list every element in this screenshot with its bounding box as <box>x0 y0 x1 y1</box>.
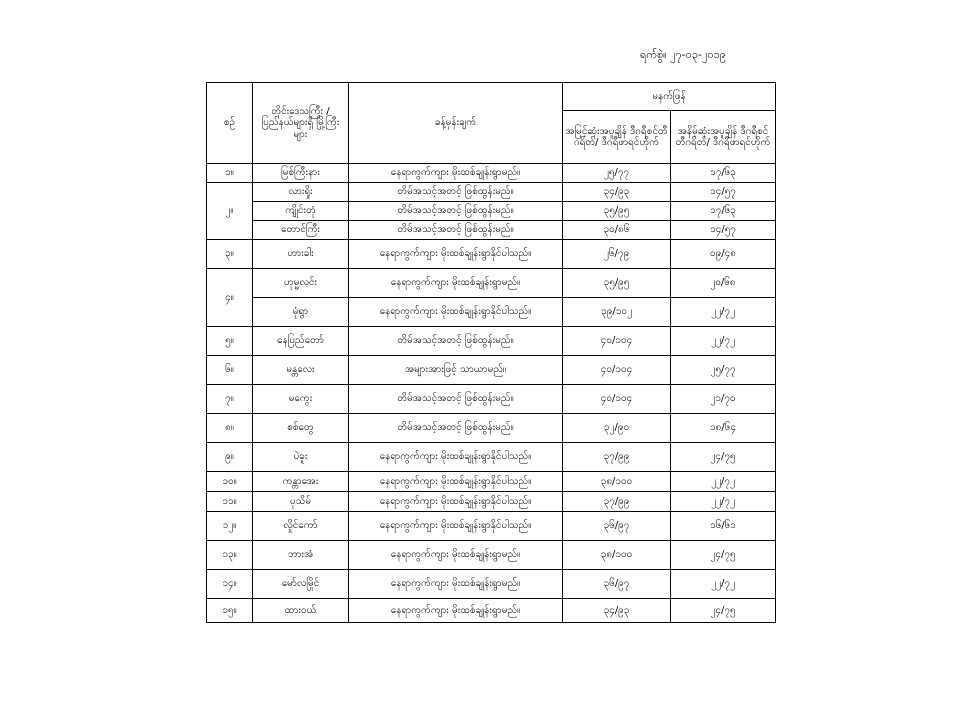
max-temp: ၃၆/၉၇ <box>563 512 671 541</box>
row-number: ၂။ <box>207 183 253 240</box>
city-name: နေပြည်တော် <box>253 327 349 356</box>
header-tomorrow: မနက်ဖြန် <box>563 83 776 111</box>
table-row <box>207 327 776 356</box>
row-number: ၅။ <box>207 327 253 356</box>
max-temp: ၃၉/၁၀၂ <box>563 298 671 327</box>
table-row <box>207 202 776 221</box>
max-temp: ၃၄/၉၃ <box>563 183 671 202</box>
row-number: ၉။ <box>207 443 253 472</box>
row-number: ၁။ <box>207 164 253 183</box>
max-temp: ၃၅/၉၅ <box>563 269 671 298</box>
table-row <box>207 512 776 541</box>
city-name: မကွေး <box>253 385 349 414</box>
max-temp: ၂၆/၇၉ <box>563 240 671 269</box>
min-temp: ၂၅/၇၇ <box>671 356 776 385</box>
table-row <box>207 570 776 599</box>
max-temp: ၃၂/၉၀ <box>563 414 671 443</box>
min-temp: ၂၀/၆၈ <box>671 269 776 298</box>
table-row <box>207 356 776 385</box>
table-row <box>207 164 776 183</box>
max-temp: ၄၀/၁၀၄ <box>563 327 671 356</box>
row-number: ၈။ <box>207 414 253 443</box>
city-name: မန္တလေး <box>253 356 349 385</box>
row-number: ၁၅။ <box>207 599 253 623</box>
forecast-text: နေရာကွက်ကျား မိုးထစ်ချုန်းရွာမည်။ <box>349 164 563 183</box>
min-temp: ၁၇/၆၃ <box>671 202 776 221</box>
table-row <box>207 492 776 512</box>
max-temp: ၃၈/၁၀၀ <box>563 541 671 570</box>
date-line: ရက်စွဲ။ ၂၇-၀၃-၂၀၁၉ <box>640 48 726 61</box>
header-no: စဉ် <box>207 83 253 164</box>
row-number: ၁၂။ <box>207 512 253 541</box>
header-city: တိုင်းဒေသကြီး / ပြည်နယ်များရှိ မြို့ကြီးများ <box>253 83 349 164</box>
min-temp: ၁၄/၅၇ <box>671 183 776 202</box>
table-row <box>207 183 776 202</box>
city-name: လားရှိုး <box>253 183 349 202</box>
forecast-text: နေရာကွက်ကျား မိုးထစ်ချုန်းရွာနိုင်ပါသည်။ <box>349 298 563 327</box>
min-temp: ၁၆/၆၁ <box>671 512 776 541</box>
forecast-text: နေရာကွက်ကျား မိုးထစ်ချုန်းရွာနိုင်ပါသည်။ <box>349 443 563 472</box>
table-row <box>207 443 776 472</box>
min-temp: ၁၄/၅၇ <box>671 221 776 240</box>
min-temp: ၁၇/၆၃ <box>671 164 776 183</box>
table-row <box>207 541 776 570</box>
city-name: ဟုမ္မလင်း <box>253 269 349 298</box>
city-name: မော်လမြိုင် <box>253 570 349 599</box>
row-number: ၇။ <box>207 385 253 414</box>
forecast-text: နေရာကွက်ကျား မိုးထစ်ချုန်းရွာမည်။ <box>349 541 563 570</box>
city-name: မြစ်ကြီးနား <box>253 164 349 183</box>
city-name: ဘားအံ <box>253 541 349 570</box>
forecast-text: တိမ်အသင့်အတင့် ဖြစ်ထွန်းမည်။ <box>349 385 563 414</box>
max-temp: ၄၀/၁၀၄ <box>563 385 671 414</box>
forecast-text: နေရာကွက်ကျား မိုးထစ်ချုန်းရွာနိုင်ပါသည်။ <box>349 492 563 512</box>
row-number: ၄။ <box>207 269 253 327</box>
table-row <box>207 414 776 443</box>
max-temp: ၃၇/၉၉ <box>563 492 671 512</box>
city-name: လှိုင်ကော် <box>253 512 349 541</box>
min-temp: ၂၂/၇၂ <box>671 298 776 327</box>
min-temp: ၂၁/၇၀ <box>671 385 776 414</box>
row-number: ၆။ <box>207 356 253 385</box>
city-name: ဟားခါး <box>253 240 349 269</box>
city-name: စစ်တွေ <box>253 414 349 443</box>
city-name: မုံရွာ <box>253 298 349 327</box>
city-name: ပဲခူး <box>253 443 349 472</box>
row-number: ၁၁။ <box>207 492 253 512</box>
forecast-text: နေရာကွက်ကျား မိုးထစ်ချုန်းရွာနိုင်ပါသည်။ <box>349 512 563 541</box>
min-temp: ၀၉/၄၈ <box>671 240 776 269</box>
max-temp: ၃၀/၈၆ <box>563 221 671 240</box>
city-name: ကျိုင်းတုံ <box>253 202 349 221</box>
min-temp: ၂၄/၇၅ <box>671 599 776 623</box>
row-number: ၁၃။ <box>207 541 253 570</box>
max-temp: ၃၆/၉၇ <box>563 570 671 599</box>
max-temp: ၃၇/၉၉ <box>563 443 671 472</box>
table-row <box>207 298 776 327</box>
row-number: ၃။ <box>207 240 253 269</box>
row-number: ၁၄။ <box>207 570 253 599</box>
max-temp: ၃၈/၁၀၀ <box>563 472 671 492</box>
weather-forecast-table <box>206 82 776 623</box>
table-row <box>207 599 776 623</box>
min-temp: ၂၄/၇၅ <box>671 541 776 570</box>
header-max-temp: အမြင့်ဆုံးအပူချိန် ဒီဂရီစင်တီဂရိတ်/ ဒီဂရီဖာရင်ဟိုက် <box>563 111 671 164</box>
min-temp: ၁၈/၆၄ <box>671 414 776 443</box>
table-row <box>207 472 776 492</box>
forecast-text: နေရာကွက်ကျား မိုးထစ်ချုန်းရွာနိုင်ပါသည်။ <box>349 472 563 492</box>
forecast-text: နေရာကွက်ကျား မိုးထစ်ချုန်းရွာမည်။ <box>349 570 563 599</box>
forecast-text: နေရာကွက်ကျား မိုးထစ်ချုန်းရွာနိုင်ပါသည်။ <box>349 240 563 269</box>
min-temp: ၂၂/၇၂ <box>671 472 776 492</box>
row-number: ၁၀။ <box>207 472 253 492</box>
header-min-temp: အနိမ့်ဆုံးအပူချိန် ဒီဂရီစင်တီဂရိတ်/ ဒီဂရီဖာရင်ဟိုက် <box>671 111 776 164</box>
max-temp: ၃၄/၉၃ <box>563 599 671 623</box>
city-name: တောင်ကြီး <box>253 221 349 240</box>
max-temp: ၄၀/၁၀၄ <box>563 356 671 385</box>
max-temp: ၂၅/၇၇ <box>563 164 671 183</box>
min-temp: ၂၂/၇၂ <box>671 570 776 599</box>
table-row <box>207 240 776 269</box>
forecast-text: တိမ်အသင့်အတင့် ဖြစ်ထွန်းမည်။ <box>349 414 563 443</box>
forecast-text: တိမ်အသင့်အတင့် ဖြစ်ထွန်းမည်။ <box>349 327 563 356</box>
min-temp: ၂၂/၇၂ <box>671 327 776 356</box>
forecast-text: တိမ်အသင့်အတင့် ဖြစ်ထွန်းမည်။ <box>349 183 563 202</box>
forecast-text: တိမ်အသင့်အတင့် ဖြစ်ထွန်းမည်။ <box>349 202 563 221</box>
min-temp: ၂၄/၇၅ <box>671 443 776 472</box>
forecast-text: အများအားဖြင့် သာယာမည်။ <box>349 356 563 385</box>
header-forecast: ခန့်မှန်းချက် <box>349 83 563 164</box>
city-name: ပုသိမ် <box>253 492 349 512</box>
table-row <box>207 385 776 414</box>
city-name: ကန္တာအေး <box>253 472 349 492</box>
forecast-text: နေရာကွက်ကျား မိုးထစ်ချုန်းရွာမည်။ <box>349 599 563 623</box>
max-temp: ၃၅/၉၅ <box>563 202 671 221</box>
table-row <box>207 221 776 240</box>
forecast-text: တိမ်အသင့်အတင့် ဖြစ်ထွန်းမည်။ <box>349 221 563 240</box>
table-row <box>207 269 776 298</box>
forecast-text: နေရာကွက်ကျား မိုးထစ်ချုန်းရွာမည်။ <box>349 269 563 298</box>
city-name: ထားဝယ် <box>253 599 349 623</box>
min-temp: ၂၂/၇၂ <box>671 492 776 512</box>
